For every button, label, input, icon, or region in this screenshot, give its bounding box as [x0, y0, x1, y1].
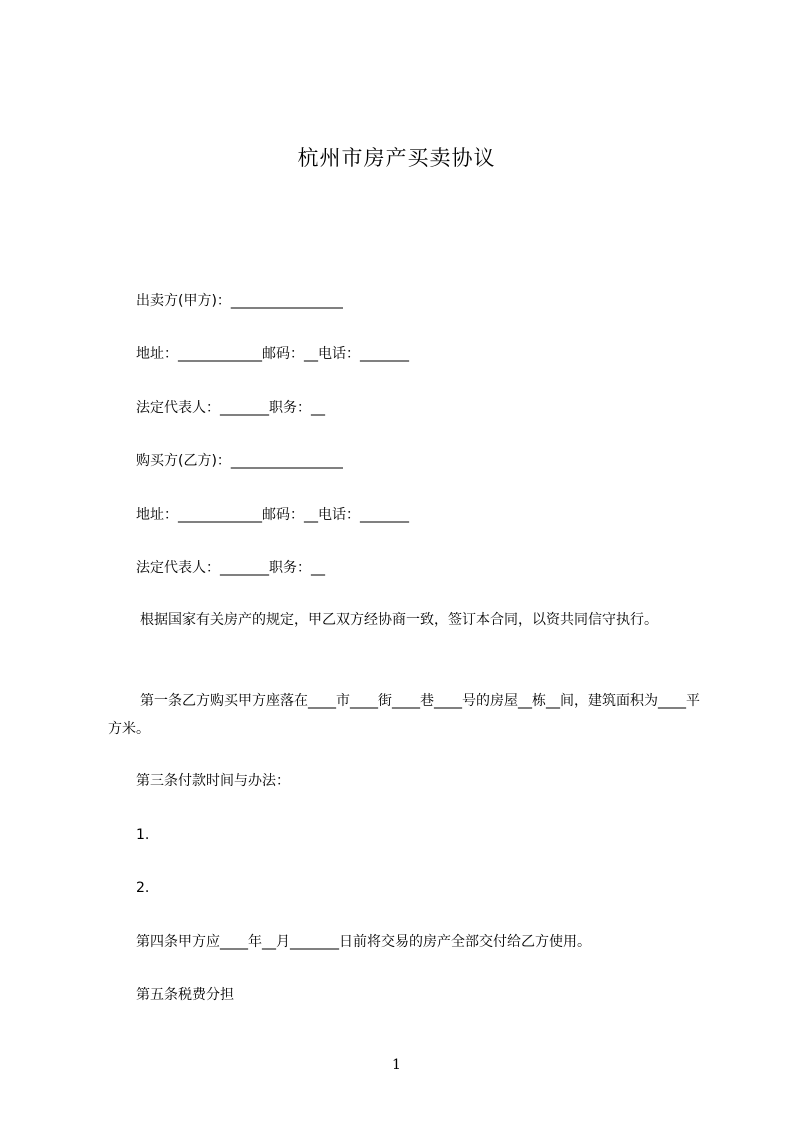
buyer-representative-line: 法定代表人：_______职务：__ — [136, 560, 325, 576]
seller-representative-line: 法定代表人：_______职务：__ — [136, 400, 325, 416]
page-number: 1 — [392, 1057, 401, 1073]
article-3-item-2: 2. — [136, 880, 150, 896]
buyer-party-line: 购买方(乙方)：________________ — [136, 453, 343, 469]
article-3-heading: 第三条付款时间与办法： — [136, 773, 290, 789]
article-5-heading: 第五条税费分担 — [136, 987, 234, 1003]
seller-address-line: 地址：____________邮码：__电话：_______ — [136, 346, 409, 362]
seller-party-line: 出卖方(甲方)：________________ — [136, 293, 343, 309]
article-3-item-1: 1. — [136, 827, 150, 843]
buyer-address-line: 地址：____________邮码：__电话：_______ — [136, 507, 409, 523]
document-title: 杭州市房产买卖协议 — [297, 146, 496, 170]
preamble-paragraph: 根据国家有关房产的规定，甲乙双方经协商一致，签订本合同，以资共同信守执行。 — [140, 612, 658, 628]
article-4-paragraph: 第四条甲方应____年__月_______日前将交易的房产全部交付给乙方使用。 — [136, 934, 591, 950]
article-1-paragraph: 第一条乙方购买甲方座落在____市____街____巷____号的房屋__栋__间，建筑面积为____平方米。 — [108, 693, 700, 737]
